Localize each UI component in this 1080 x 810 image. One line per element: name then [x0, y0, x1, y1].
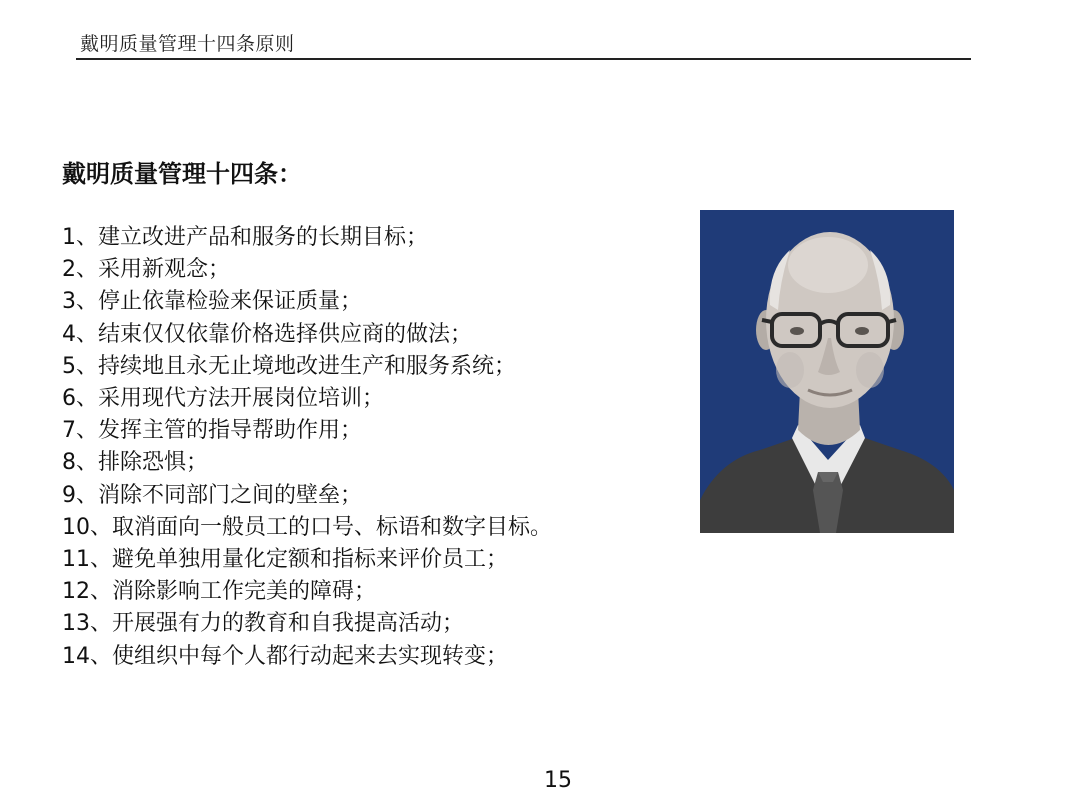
section-heading: 戴明质量管理十四条：: [62, 160, 302, 188]
principle-item: 8、排除恐惧；: [62, 450, 208, 476]
principle-item: 2、采用新观念；: [62, 257, 230, 283]
principle-item: 13、开展强有力的教育和自我提高活动；: [62, 611, 464, 637]
principle-item: 3、停止依靠检验来保证质量；: [62, 289, 362, 315]
principle-item: 12、消除影响工作完美的障碍；: [62, 579, 376, 605]
principle-list: [62, 222, 552, 673]
principle-item: 11、避免单独用量化定额和指标来评价员工；: [62, 547, 508, 573]
principle-item: 7、发挥主管的指导帮助作用；: [62, 418, 362, 444]
principle-item: 10、取消面向一般员工的口号、标语和数字目标。: [62, 514, 552, 540]
header-title: 戴明质量管理十四条原则: [80, 33, 295, 55]
header-divider: [76, 58, 971, 60]
principle-item: 9、消除不同部门之间的壁垒；: [62, 482, 362, 508]
principle-item: 1、建立改进产品和服务的长期目标；: [62, 225, 428, 250]
principle-item: 6、采用现代方法开展岗位培训；: [62, 386, 384, 412]
principle-item: 5、持续地且永无止境地改进生产和服务系统；: [62, 353, 516, 379]
page-number: 15: [544, 768, 572, 793]
portrait-photo: [700, 210, 954, 533]
principle-item: 14、使组织中每个人都行动起来去实现转变；: [62, 643, 508, 669]
principle-item: 4、结束仅仅依靠价格选择供应商的做法；: [62, 321, 472, 347]
